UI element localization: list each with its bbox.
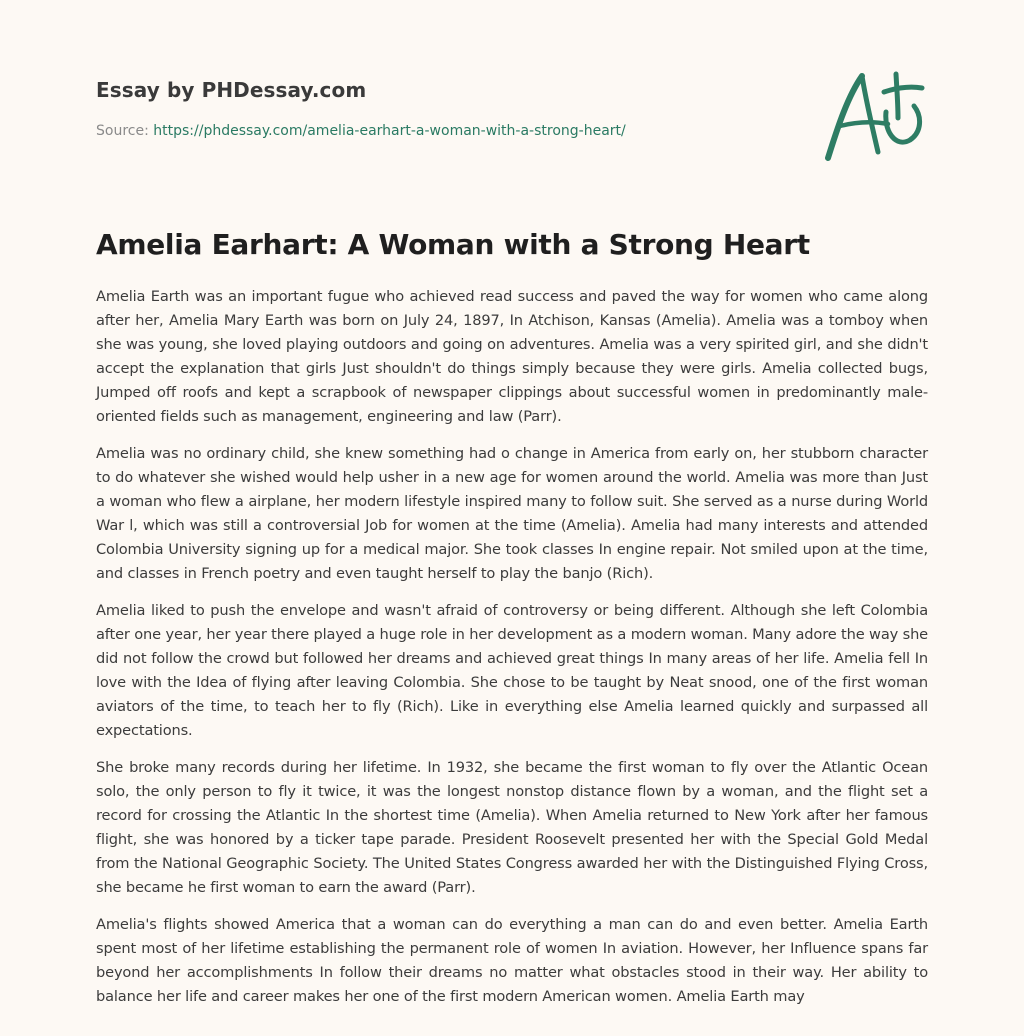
page-header — [96, 76, 796, 141]
essay-paragraph: Amelia's flights showed America that a woman can do everything a man can do and even better. Amelia Earth spent most of her lifetime establishing the permanent role of women In aviation. However, her Influence spans far beyond her accomplishments In follow their dreams no matter what obstacles stood in their way. Her ability to balance her life and career makes her one of the first modern American women. Amelia Earth may — [96, 916, 928, 1005]
a-plus-grade-icon — [818, 66, 930, 166]
essay-paragraph: Amelia was no ordinary child, she knew something had o change in America from early on, her stubborn character to do whatever she wished would help usher in a new age for women around the world. Amelia was more than Just a woman who flew a airplane, her modern lifestyle inspired many to follow suit. She served as a nurse during World War l, which was still a controversial Job for women at the time (Amelia). Amelia had many interests and attended Colombia University signing up for a medical major. She took classes In engine repair. Not smiled upon at the time, and classes in French poetry and even taught herself to play the banjo (Rich). — [96, 445, 928, 582]
essay-paragraph: Amelia Earth was an important fugue who achieved read success and paved the way for women who came along after her, Amelia Mary Earth was born on July 24, 1897, In Atchison, Kansas (Amelia). Amelia was a tomboy when she was young, she loved playing outdoors and going on adventures. Amelia was a very spirited girl, and she didn't accept the explanation that girls Just shouldn't do things simply because they were girls. Amelia collected bugs, Jumped off roofs and kept a scrapbook of newspaper clippings about successful women in predominantly male-oriented fields such as management, engineering and law (Parr). — [96, 288, 928, 425]
essay-title: Amelia Earhart: A Woman with a Strong Heart — [96, 228, 810, 261]
source-link[interactable]: https://phdessay.com/amelia-earhart-a-woman-with-a-strong-heart/ — [153, 123, 626, 139]
essay-paragraph: Amelia liked to push the envelope and wasn't afraid of controversy or being different. Although she left Colombia after one year, her year there played a huge role in her development as a modern woman. Many adore the way she did not follow the crowd but followed her dreams and achieved great things In many areas of her life. Amelia fell In love with the Idea of flying after leaving Colombia. She chose to be taught by Neat snood, one of the first woman aviators of the time, to teach her to fly (Rich). Like in everything else Amelia learned quickly and surpassed all expectations. — [96, 602, 928, 739]
source-line — [96, 121, 796, 141]
source-label: Source: — [96, 123, 154, 139]
essay-body — [96, 285, 928, 1022]
site-brand: Essay by PHDessay.com — [96, 78, 367, 102]
essay-paragraph: She broke many records during her lifetime. In 1932, she became the first woman to fly over the Atlantic Ocean solo, the only person to fly it twice, it was the longest nonstop distance flown by a woman, and the flight set a record for crossing the Atlantic In the shortest time (Amelia). When Amelia returned to New York after her famous flight, she was honored by a ticker tape parade. President Roosevelt presented her with the Special Gold Medal from the National Geographic Society. The United States Congress awarded her with the Distinguished Flying Cross, she became he first woman to earn the award (Parr). — [96, 759, 928, 896]
